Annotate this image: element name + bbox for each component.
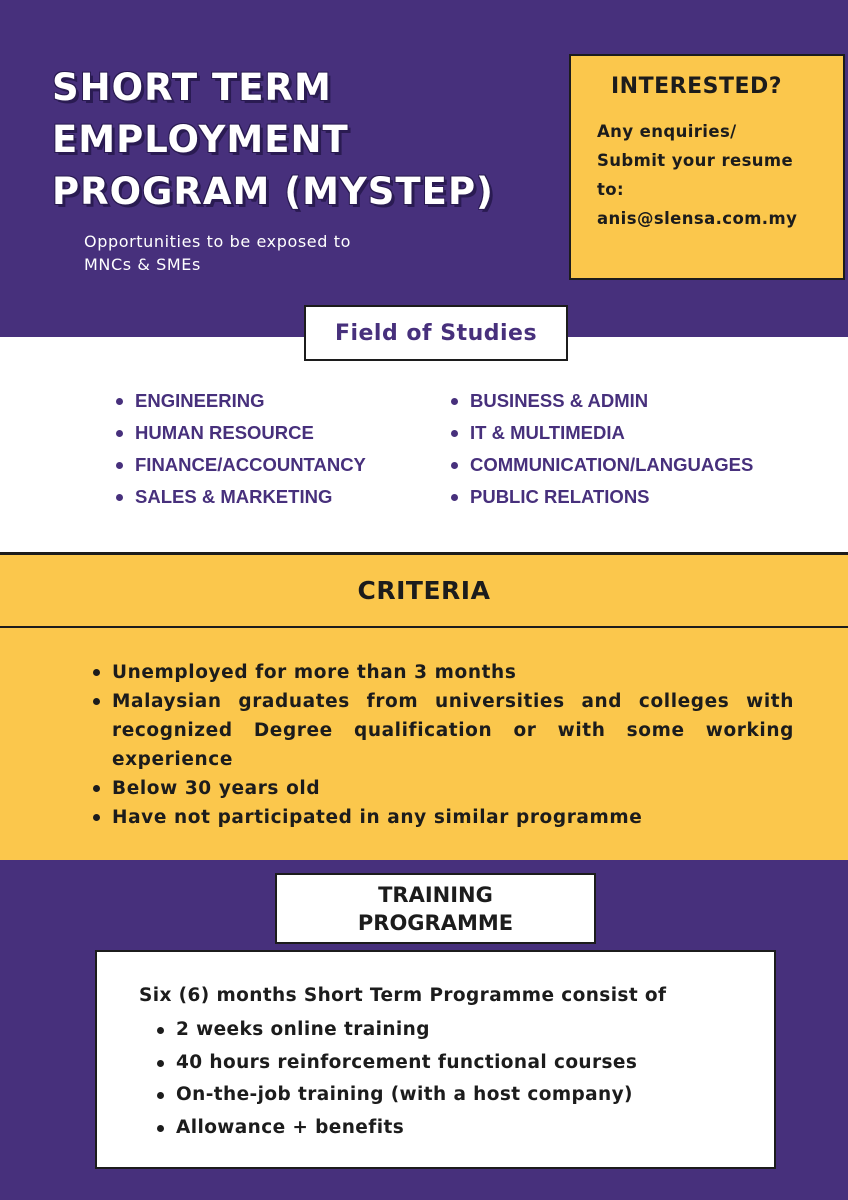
contact-box	[569, 54, 845, 280]
contact-email[interactable]: anis@slensa.com.my	[597, 209, 798, 228]
study-item: HUMAN RESOURCE	[116, 417, 366, 449]
training-label-box	[275, 873, 596, 944]
contact-line: Any enquiries/	[597, 122, 737, 141]
studies-heading: Field of Studies	[334, 320, 538, 346]
bullet-icon	[116, 494, 123, 501]
bullet-icon	[116, 398, 123, 405]
criteria-section	[0, 628, 848, 860]
criteria-header	[0, 552, 848, 628]
training-item: On-the-job training (with a host company)	[157, 1079, 637, 1112]
subtitle-line: Opportunities to be exposed to	[84, 232, 351, 251]
training-heading-line: TRAINING	[378, 882, 493, 907]
contact-heading: INTERESTED?	[611, 74, 783, 99]
criteria-item: Below 30 years old	[92, 774, 794, 803]
studies-list-left	[116, 385, 366, 513]
title-line: PROGRAM (MYSTEP)	[52, 170, 494, 213]
training-list	[157, 1014, 637, 1144]
training-item: Allowance + benefits	[157, 1112, 637, 1145]
studies-label-box	[304, 305, 568, 361]
training-item: 40 hours reinforcement functional courses	[157, 1047, 637, 1080]
training-box	[95, 950, 776, 1169]
studies-list-right	[451, 385, 753, 513]
subtitle-line: MNCs & SMEs	[84, 255, 201, 274]
bullet-icon	[451, 494, 458, 501]
training-intro: Six (6) months Short Term Programme consist of	[139, 985, 667, 1006]
study-item: BUSINESS & ADMIN	[451, 385, 753, 417]
study-item: SALES & MARKETING	[116, 481, 366, 513]
criteria-item: Unemployed for more than 3 months	[92, 658, 794, 687]
criteria-list	[92, 658, 794, 832]
contact-line: Submit your resume	[597, 151, 794, 170]
criteria-heading: CRITERIA	[357, 576, 491, 605]
bullet-icon	[116, 430, 123, 437]
study-item: ENGINEERING	[116, 385, 366, 417]
study-item: PUBLIC RELATIONS	[451, 481, 753, 513]
study-item: COMMUNICATION/LANGUAGES	[451, 449, 753, 481]
study-item: FINANCE/ACCOUNTANCY	[116, 449, 366, 481]
title-line: EMPLOYMENT	[52, 118, 349, 161]
bullet-icon	[116, 462, 123, 469]
study-item: IT & MULTIMEDIA	[451, 417, 753, 449]
bullet-icon	[451, 462, 458, 469]
criteria-item: Have not participated in any similar programme	[92, 803, 794, 832]
title-line: SHORT TERM	[52, 66, 332, 109]
poster-title	[52, 62, 552, 218]
contact-line: to:	[597, 180, 625, 199]
poster-subtitle	[84, 230, 464, 276]
criteria-item: Malaysian graduates from universities and colleges with recognized Degree qualification or with some working experience	[92, 687, 794, 774]
bullet-icon	[451, 430, 458, 437]
training-item: 2 weeks online training	[157, 1014, 637, 1047]
training-heading-line: PROGRAMME	[357, 910, 514, 935]
bullet-icon	[451, 398, 458, 405]
